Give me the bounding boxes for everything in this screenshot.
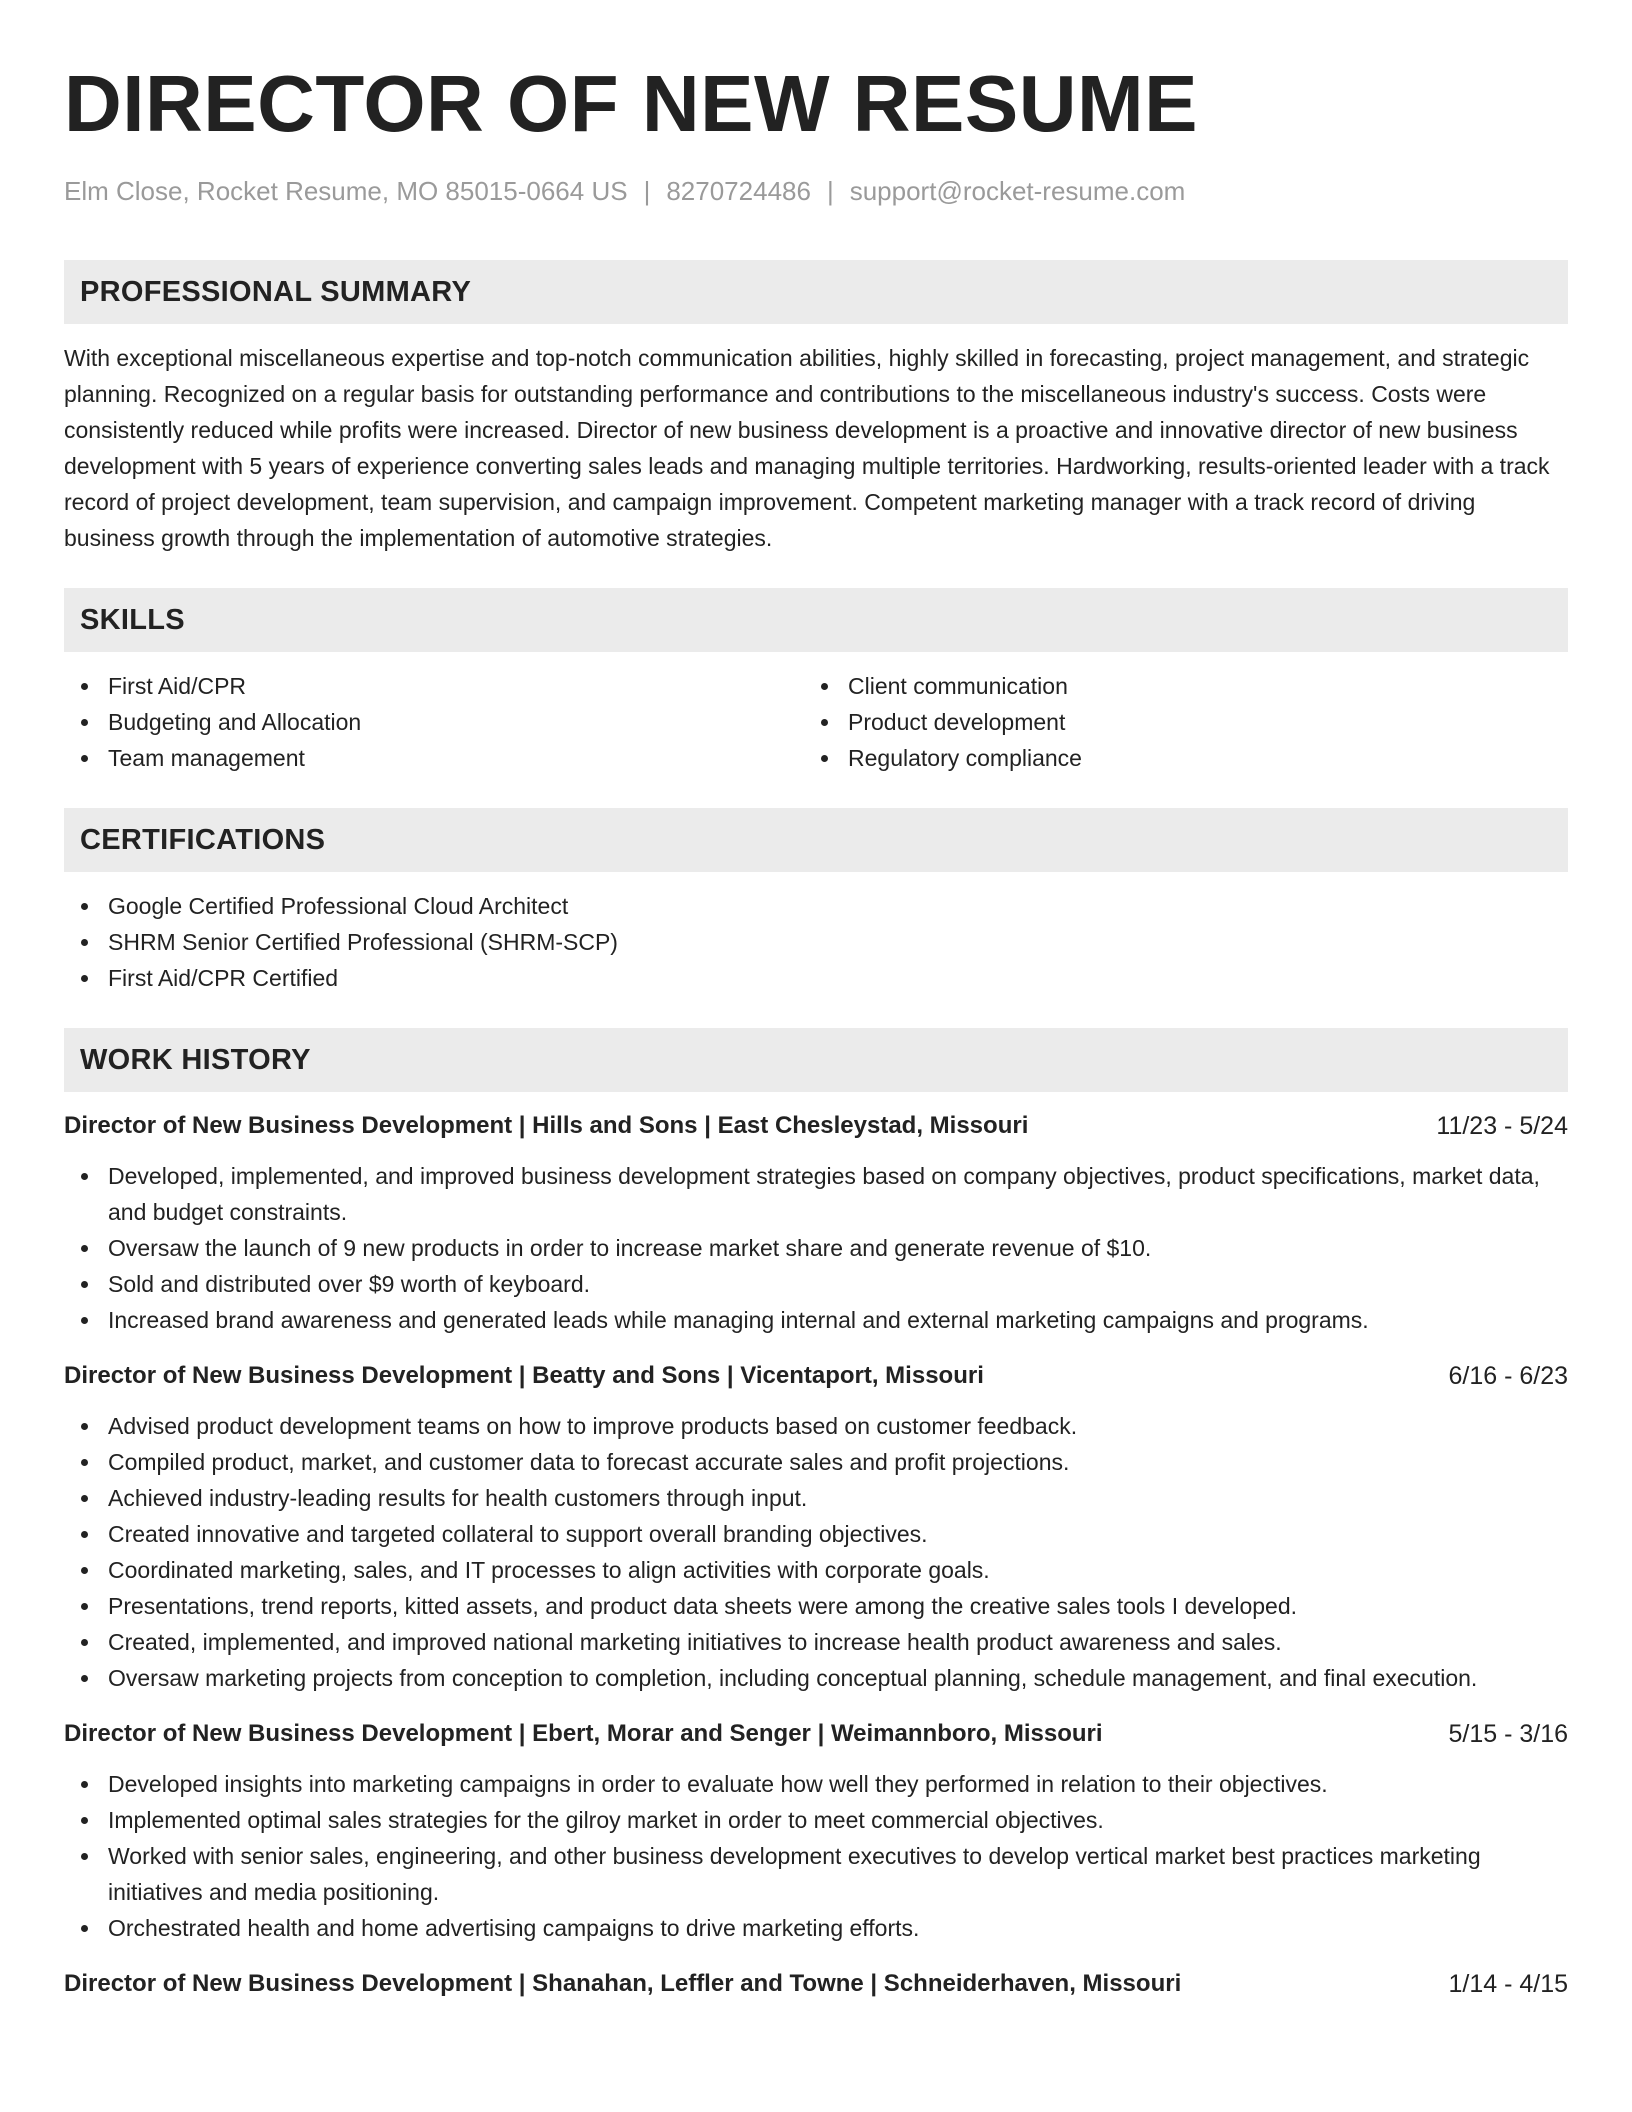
job-dates: 1/14 - 4/15 (1448, 1970, 1568, 1998)
job-bullet: Orchestrated health and home advertising campaigns to drive marketing efforts. (64, 1910, 1568, 1946)
skill-item: Product development (804, 704, 1544, 740)
contact-address: Elm Close, Rocket Resume, MO 85015-0664 US (64, 176, 628, 206)
job-dates: 5/15 - 3/16 (1448, 1720, 1568, 1748)
contact-phone: 8270724486 (666, 176, 811, 206)
skills-right-list (804, 668, 1544, 776)
job-bullet: Increased brand awareness and generated leads while managing internal and external marketing campaigns and programs. (64, 1302, 1568, 1338)
job-header (64, 1358, 1568, 1394)
job-entry (64, 1358, 1568, 1696)
job-bullet: Compiled product, market, and customer data to forecast accurate sales and profit projections. (64, 1444, 1568, 1480)
job-entry (64, 1966, 1568, 2002)
contact-line (64, 174, 1568, 208)
job-bullets (64, 1408, 1568, 1696)
skills-left-list (64, 668, 804, 776)
skill-item: First Aid/CPR (64, 668, 804, 704)
job-bullet: Implemented optimal sales strategies for the gilroy market in order to meet commercial objectives. (64, 1802, 1568, 1838)
job-title: Director of New Business Development | Shanahan, Leffler and Towne | Schneiderhaven, Missouri (64, 1970, 1182, 1997)
skill-item: Budgeting and Allocation (64, 704, 804, 740)
job-entry (64, 1108, 1568, 1338)
summary-heading: PROFESSIONAL SUMMARY (64, 260, 1568, 324)
job-bullet: Presentations, trend reports, kitted assets, and product data sheets were among the creative sales tools I developed. (64, 1588, 1568, 1624)
resume-name: DIRECTOR OF NEW RESUME (64, 59, 1199, 148)
job-bullet: Developed, implemented, and improved business development strategies based on company objectives, product specifications, market data, and budget constraints. (64, 1158, 1568, 1230)
certification-item: First Aid/CPR Certified (64, 960, 1568, 996)
job-bullet: Sold and distributed over $9 worth of keyboard. (64, 1266, 1568, 1302)
contact-separator: | (826, 176, 834, 206)
job-entry (64, 1716, 1568, 1946)
job-bullet: Created innovative and targeted collateral to support overall branding objectives. (64, 1516, 1568, 1552)
job-dates: 6/16 - 6/23 (1448, 1362, 1568, 1390)
job-bullet: Achieved industry-leading results for health customers through input. (64, 1480, 1568, 1516)
job-bullets (64, 1158, 1568, 1338)
certification-item: SHRM Senior Certified Professional (SHRM-SCP) (64, 924, 1568, 960)
job-header (64, 1716, 1568, 1752)
job-bullets (64, 1766, 1568, 1946)
certifications-heading: CERTIFICATIONS (64, 808, 1568, 872)
job-title: Director of New Business Development | Hills and Sons | East Chesleystad, Missouri (64, 1112, 1029, 1139)
job-bullet: Coordinated marketing, sales, and IT processes to align activities with corporate goals. (64, 1552, 1568, 1588)
job-header (64, 1108, 1568, 1144)
skills-grid (64, 668, 1568, 776)
job-bullet: Oversaw marketing projects from conception to completion, including conceptual planning, schedule management, and final execution. (64, 1660, 1568, 1696)
job-title: Director of New Business Development | Beatty and Sons | Vicentaport, Missouri (64, 1362, 984, 1389)
job-bullet: Advised product development teams on how to improve products based on customer feedback. (64, 1408, 1568, 1444)
certifications-list (64, 888, 1568, 996)
job-bullet: Developed insights into marketing campaigns in order to evaluate how well they performed in relation to their objectives. (64, 1766, 1568, 1802)
skill-item: Client communication (804, 668, 1544, 704)
contact-separator: | (643, 176, 651, 206)
contact-email: support@rocket-resume.com (849, 176, 1186, 206)
job-bullet: Worked with senior sales, engineering, and other business development executives to develop vertical market best practices marketing initiatives and media positioning. (64, 1838, 1568, 1910)
job-title: Director of New Business Development | Ebert, Morar and Senger | Weimannboro, Missouri (64, 1720, 1103, 1747)
skill-item: Regulatory compliance (804, 740, 1544, 776)
skills-heading: SKILLS (64, 588, 1568, 652)
skill-item: Team management (64, 740, 804, 776)
job-header (64, 1966, 1568, 2002)
job-dates: 11/23 - 5/24 (1436, 1112, 1568, 1140)
work-history-heading: WORK HISTORY (64, 1028, 1568, 1092)
summary-text: With exceptional miscellaneous expertise and top-notch communication abilities, highly skilled in forecasting, project management, and strategic planning. Recognized on a regular basis for outstanding performance and contributions to the miscellaneous industry's success. Costs were consistently reduced while profits were increased. Director of new business development is a proactive and innovative director of new business development with 5 years of experience converting sales leads and managing multiple territories. Hardworking, results-oriented leader with a track record of project development, team supervision, and campaign improvement. Competent marketing manager with a track record of driving business growth through the implementation of automotive strategies. (64, 345, 1550, 551)
certification-item: Google Certified Professional Cloud Architect (64, 888, 1568, 924)
job-bullet: Oversaw the launch of 9 new products in order to increase market share and generate revenue of $10. (64, 1230, 1568, 1266)
job-bullet: Created, implemented, and improved national marketing initiatives to increase health product awareness and sales. (64, 1624, 1568, 1660)
